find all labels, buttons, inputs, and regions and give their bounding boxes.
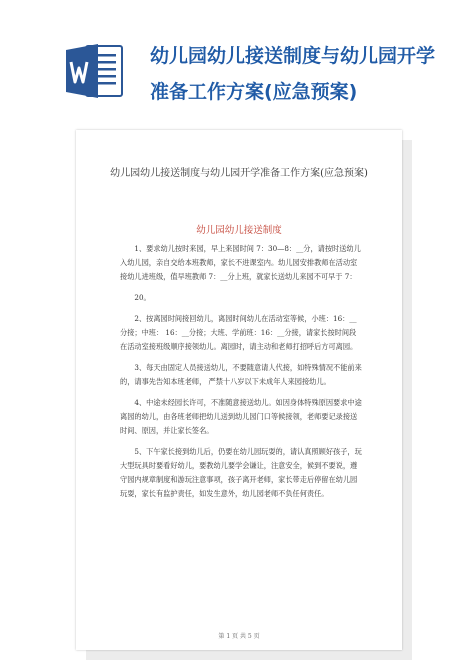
document-title: 幼儿园幼儿接送制度与幼儿园开学准备工作方案(应急预案) [110, 168, 368, 179]
paragraph-3: 3、每天由固定人员接送幼儿，不要随意请人代接，如特殊情况不能前来的，请事先告知本班老师， 严禁十八岁以下未成年人来园接幼儿。 [120, 363, 362, 386]
paragraph-1: 1、要求幼儿按时来园，早上来园时间 7：30—8：__分，请按时送幼儿入幼儿园，亲自交给本班教师，家长不进课室内。幼儿园安排教师在活动室接幼儿进班级，值早班教师 7：__分上班，就家长送幼儿来园不可早于 7： [120, 244, 361, 281]
header-title: 幼儿园幼儿接送制度与幼儿园开学准备工作方案(应急预案) [150, 45, 436, 103]
document-body [120, 242, 362, 508]
paragraph-2: 2、按离园时间接回幼儿，离园时间幼儿在活动室等候，小班：16：__分接；中班： 16：__分接；大班、学前班：16：__分接，请家长按时间段在活动室接班级顺序接领幼儿。离园时，请主动和老师打招呼后方可离园。 [120, 314, 358, 351]
paragraph-1-cont: 20。 [134, 293, 151, 302]
word-icon [64, 40, 126, 102]
page-footer: 第 1 页 共 5 页 [218, 633, 260, 640]
paragraph-5: 5、下午家长接到幼儿后，仍要在幼儿园玩耍的，请认真照顾好孩子，玩大型玩具时要看好幼儿，要教幼儿要学会谦让，注意安全，候到不要说，遵守园内规章制度和游玩注意事项，孩子离开老师，家长带走后停留在幼儿园玩耍，家长有监护责任，如发生意外，幼儿园老师不负任何责任。 [120, 447, 362, 498]
section-heading: 幼儿园幼儿接送制度 [196, 225, 282, 236]
document-page [76, 130, 402, 650]
header [0, 0, 474, 128]
paragraph-4: 4、中途未经园长许可，不准随意接送幼儿。如因身体特殊原因要求中途离园的幼儿，由各班老师把幼儿送到幼儿园门口等候接领，老师要记录接送时间、原因，并让家长签名。 [120, 398, 362, 435]
